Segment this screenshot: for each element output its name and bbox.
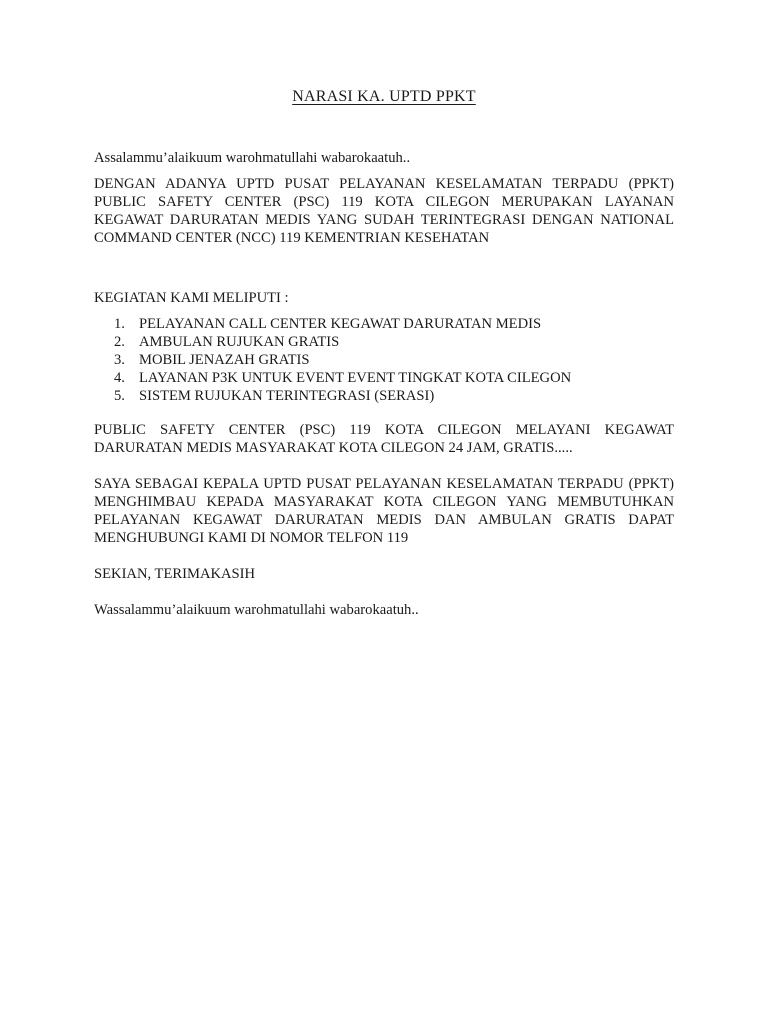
list-item (94, 333, 674, 351)
psc-paragraph: PUBLIC SAFETY CENTER (PSC) 119 KOTA CILEGON MELAYANI KEGAWAT DARURATAN MEDIS MASYARAKAT KOTA CILEGON 24 JAM, GRATIS..... (94, 422, 674, 456)
list-item-text: MOBIL JENAZAH GRATIS (139, 352, 310, 368)
intro-paragraph: DENGAN ADANYA UPTD PUSAT PELAYANAN KESELAMATAN TERPADU (PPKT) PUBLIC SAFETY CENTER (PSC) 119 KOTA CILEGON MERUPAKAN LAYANAN KEGAWAT DARURATAN MEDIS YANG SUDAH TERINTEGRASI DENGAN NATIONAL COMMAND CENTER (NCC) 119 KEMENTRIAN KESEHATAN (94, 176, 674, 246)
list-item-text: LAYANAN P3K UNTUK EVENT EVENT TINGKAT KOTA CILEGON (139, 370, 572, 386)
document-page (94, 86, 674, 619)
greeting-text: Assalammu’alaikuum warohmatullahi wabarokaatuh.. (94, 150, 411, 166)
list-item (94, 387, 674, 405)
list-item-text: PELAYANAN CALL CENTER KEGAWAT DARURATAN MEDIS (139, 316, 542, 332)
list-item-text: SISTEM RUJUKAN TERINTEGRASI (SERASI) (139, 388, 435, 404)
closing-text: SEKIAN, TERIMAKASIH (94, 566, 256, 582)
list-item (94, 351, 674, 369)
activities-heading: KEGIATAN KAMI MELIPUTI : (94, 290, 289, 306)
list-item (94, 315, 674, 333)
activities-list (94, 315, 674, 405)
list-item-text: AMBULAN RUJUKAN GRATIS (139, 334, 340, 350)
document-title: NARASI KA. UPTD PPKT (292, 88, 476, 105)
list-item-number: 4. (114, 370, 125, 386)
appeal-paragraph: SAYA SEBAGAI KEPALA UPTD PUSAT PELAYANAN KESELAMATAN TERPADU (PPKT) MENGHIMBAU KEPADA MASYARAKAT KOTA CILEGON YANG MEMBUTUHKAN PELAYANAN KEGAWAT DARURATAN MEDIS DAN AMBULAN GRATIS DAPAT MENGHUBUNGI KAMI DI NOMOR TELFON 119 (94, 476, 674, 546)
farewell-text: Wassalammu’alaikuum warohmatullahi wabarokaatuh.. (94, 602, 419, 618)
list-item-number: 1. (114, 316, 125, 332)
list-item-number: 3. (114, 352, 125, 368)
list-item-number: 2. (114, 334, 125, 350)
list-item-number: 5. (114, 388, 125, 404)
list-item (94, 369, 674, 387)
